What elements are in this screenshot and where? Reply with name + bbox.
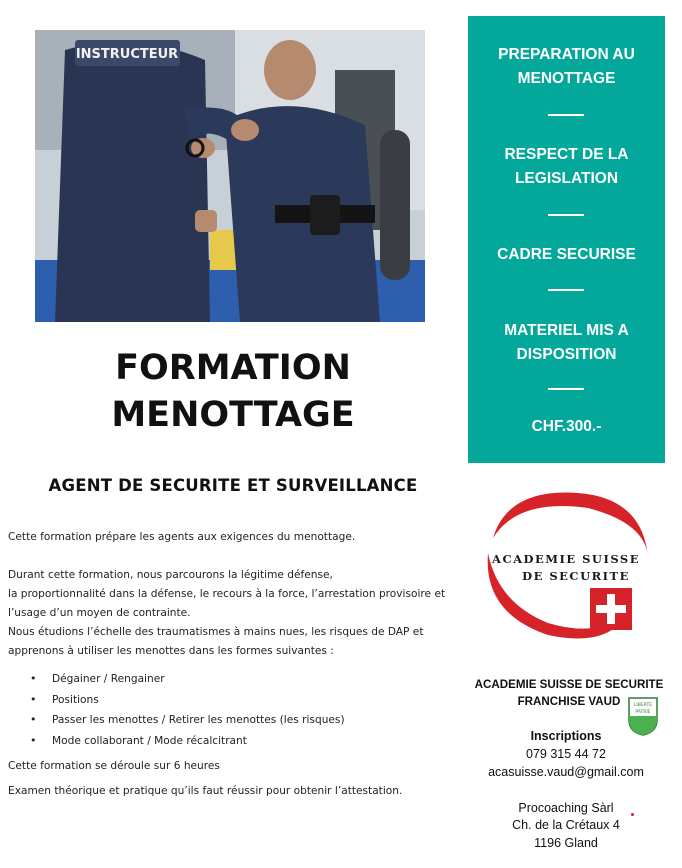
price-text: CHF.300.-	[531, 418, 602, 435]
page-subtitle: AGENT DE SECURITE ET SURVEILLANCE	[48, 476, 418, 495]
body-line: Nous étudions l’échelle des traumatismes à mains nues, les risques de DAP et	[8, 626, 424, 638]
feature-item-cadre	[468, 243, 665, 267]
intro-paragraph: Cette formation prépare les agents aux exigences du menottage.	[8, 531, 356, 543]
title-line-1: FORMATION	[115, 348, 351, 388]
logo-text-line-2: DE SECURITE	[522, 569, 630, 583]
divider	[548, 214, 584, 216]
feature-item-legislation	[468, 143, 665, 191]
academy-logo-graphic	[468, 463, 665, 663]
phone-number[interactable]: 079 315 44 72	[526, 747, 606, 761]
bullet-item: • Mode collaborant / Mode récalcitrant	[8, 731, 458, 752]
feature-line: MENOTTAGE	[517, 70, 616, 87]
title-line-2: MENOTTAGE	[111, 395, 355, 435]
body-line: apprenons à utiliser les menottes dans les formes suivantes :	[8, 645, 334, 657]
duration-text: Cette formation se déroule sur 6 heures	[8, 760, 220, 772]
divider	[548, 114, 584, 116]
body-line: Durant cette formation, nous parcourons la légitime défense,	[8, 569, 333, 581]
feature-line: DISPOSITION	[516, 346, 617, 363]
bullet-item: • Dégainer / Rengainer	[8, 669, 458, 690]
franchise-line-1: ACADEMIE SUISSE DE SECURITE	[474, 678, 664, 691]
instructor-badge-text: INSTRUCTEUR	[75, 47, 179, 62]
features-panel	[468, 16, 665, 463]
bullet-item: • Positions	[8, 690, 458, 711]
logo-text-line-1: ACADEMIE SUISSE	[492, 552, 640, 566]
decorative-dot	[631, 813, 634, 816]
feature-line: CADRE SECURISE	[497, 246, 636, 263]
badge-text-bottom: PATRIE	[635, 710, 651, 715]
feature-line: MATERIEL MIS A	[504, 322, 629, 339]
feature-item-materiel	[468, 319, 665, 367]
inscriptions-heading: Inscriptions	[530, 729, 602, 743]
divider	[548, 289, 584, 291]
body-line: la proportionnalité dans la défense, le recours à la force, l’arrestation provisoire et	[8, 588, 446, 600]
training-photo	[35, 30, 425, 322]
divider	[548, 388, 584, 390]
page-title	[35, 345, 431, 439]
company-name: Procoaching Sàrl	[518, 801, 614, 815]
academy-logo	[468, 463, 665, 663]
email-address[interactable]: acasuisse.vaud@gmail.com	[488, 765, 644, 779]
feature-line: LEGISLATION	[514, 170, 619, 187]
feature-item-price	[468, 415, 665, 439]
body-line: l’usage d’un moyen de contrainte.	[8, 607, 191, 619]
exam-text: Examen théorique et pratique qu’ils faut réussir pour obtenir l’attestation.	[8, 785, 403, 797]
bullet-list	[8, 669, 458, 751]
badge-text-top: LIBERTE	[633, 703, 653, 708]
course-description	[8, 528, 458, 801]
bullet-item: • Passer les menottes / Retirer les menottes (les risques)	[8, 710, 458, 731]
street-address: Ch. de la Crétaux 4	[512, 818, 620, 832]
feature-item-preparation	[468, 43, 665, 91]
city-address: 1196 Gland	[534, 836, 598, 850]
feature-line: PREPARATION AU	[498, 46, 635, 63]
feature-line: RESPECT DE LA	[504, 146, 629, 163]
franchise-line-2: FRANCHISE VAUD	[517, 695, 621, 708]
training-photo-illustration	[35, 30, 425, 322]
